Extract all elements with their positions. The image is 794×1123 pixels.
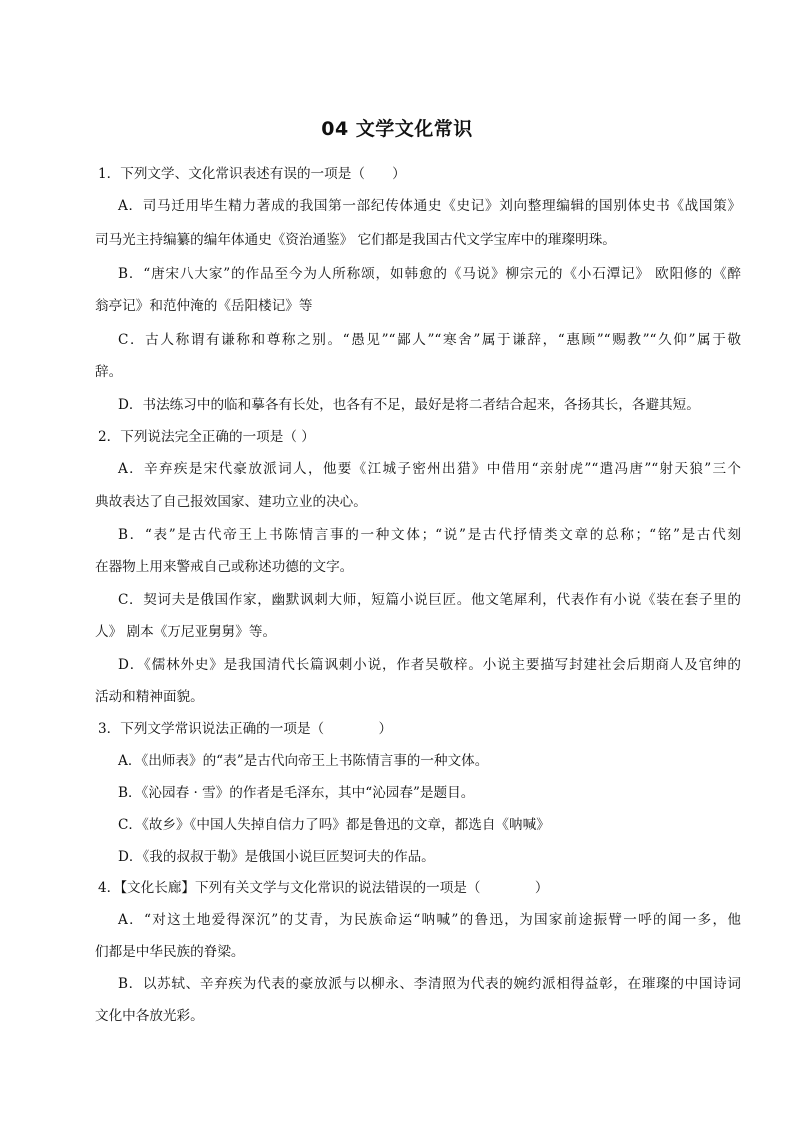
question-2-option-b-cont: 在器物上用来警戒自己或称述功德的文字。 xyxy=(95,559,354,575)
question-4-option-b: B．以苏轼、辛弃疾为代表的豪放派与以柳永、李清照为代表的婉约派相得益彰，在璀璨的中国诗词 xyxy=(118,976,741,992)
question-4: 4．【文化长廊】下列有关文学与文化常识的说法错误的一项是（ ） xyxy=(98,880,549,896)
question-4-option-b-cont: 文化中各放光彩。 xyxy=(95,1008,204,1024)
question-2-option-b: B．“表”是古代帝王上书陈情言事的一种文体；“说”是古代抒情类文章的总称；“铭”是古代刻 xyxy=(118,527,741,543)
question-1-option-c: C．古人称谓有谦称和尊称之别。“愚见”“鄙人”“寒舍”属于谦辞，“惠顾”“赐教”“久仰”属于敬 xyxy=(118,332,741,348)
question-1: 1．下列文学、文化常识表述有误的一项是（ ） xyxy=(98,166,406,182)
question-2-option-c-cont: 人》 剧本《万尼亚舅舅》等。 xyxy=(95,624,277,640)
question-1-option-c-cont: 辞。 xyxy=(95,364,123,380)
question-3-option-a: A．《出师表》的“表”是古代向帝王上书陈情言事的一种文体。 xyxy=(118,753,489,769)
question-1-option-d: D．书法练习中的临和摹各有长处，也各有不足，最好是将二者结合起来，各扬其长，各避其短。 xyxy=(118,397,700,413)
question-2-option-a: A．辛弃疾是宋代豪放派词人，他要《江城子密州出猎》中借用“亲射虎”“遣冯唐”“射天狼”三个 xyxy=(118,461,741,477)
question-1-option-b: B．“唐宋八大家”的作品至今为人所称颂，如韩愈的《马说》柳宗元的《小石潭记》 欧阳修的《醉 xyxy=(118,266,741,282)
question-2-option-a-cont: 典故表达了自己报效国家、建功立业的决心。 xyxy=(95,494,367,510)
question-1-option-a-cont: 司马光主持编纂的编年体通史《资治通鉴》 它们都是我国古代文学宝库中的璀璨明珠。 xyxy=(95,232,616,248)
question-2-option-c: C．契诃夫是俄国作家，幽默讽刺大师，短篇小说巨匠。他文笔犀利，代表作有小说《装在套子里的 xyxy=(118,592,741,608)
question-4-option-a: A．“对这土地爱得深沉”的艾青，为民族命运“呐喊”的鲁迅，为国家前途振臂一呼的闻一多，他 xyxy=(118,912,741,928)
question-3-option-c: C．《故乡》《中国人失掉自信力了吗》都是鲁迅的文章，都选自《呐喊》 xyxy=(118,817,550,833)
question-4-option-a-cont: 们都是中华民族的脊梁。 xyxy=(95,944,245,960)
page-title: 04 文学文化常识 xyxy=(321,118,473,140)
question-2-option-d: D．《儒林外史》是我国清代长篇讽刺小说，作者吴敬梓。小说主要描写封建社会后期商人及官绅的 xyxy=(118,657,741,673)
question-3-option-b: B．《沁园春 · 雪》的作者是毛泽东，其中“沁园春”是题目。 xyxy=(118,785,475,801)
question-1-option-a: A．司马迁用毕生精力著成的我国第一部纪传体通史《史记》刘向整理编辑的国别体史书《战国策》 xyxy=(118,198,741,214)
question-3-option-d: D．《我的叔叔于勒》是俄国小说巨匠契诃夫的作品。 xyxy=(118,849,435,865)
question-3: 3．下列文学常识说法正确的一项是（ ） xyxy=(98,721,393,737)
question-1-option-b-cont: 翁亭记》和范仲淹的《岳阳楼记》等 xyxy=(95,298,313,314)
question-2: 2．下列说法完全正确的一项是（ ） xyxy=(98,429,315,445)
question-2-option-d-cont: 活动和精神面貌。 xyxy=(95,689,204,705)
